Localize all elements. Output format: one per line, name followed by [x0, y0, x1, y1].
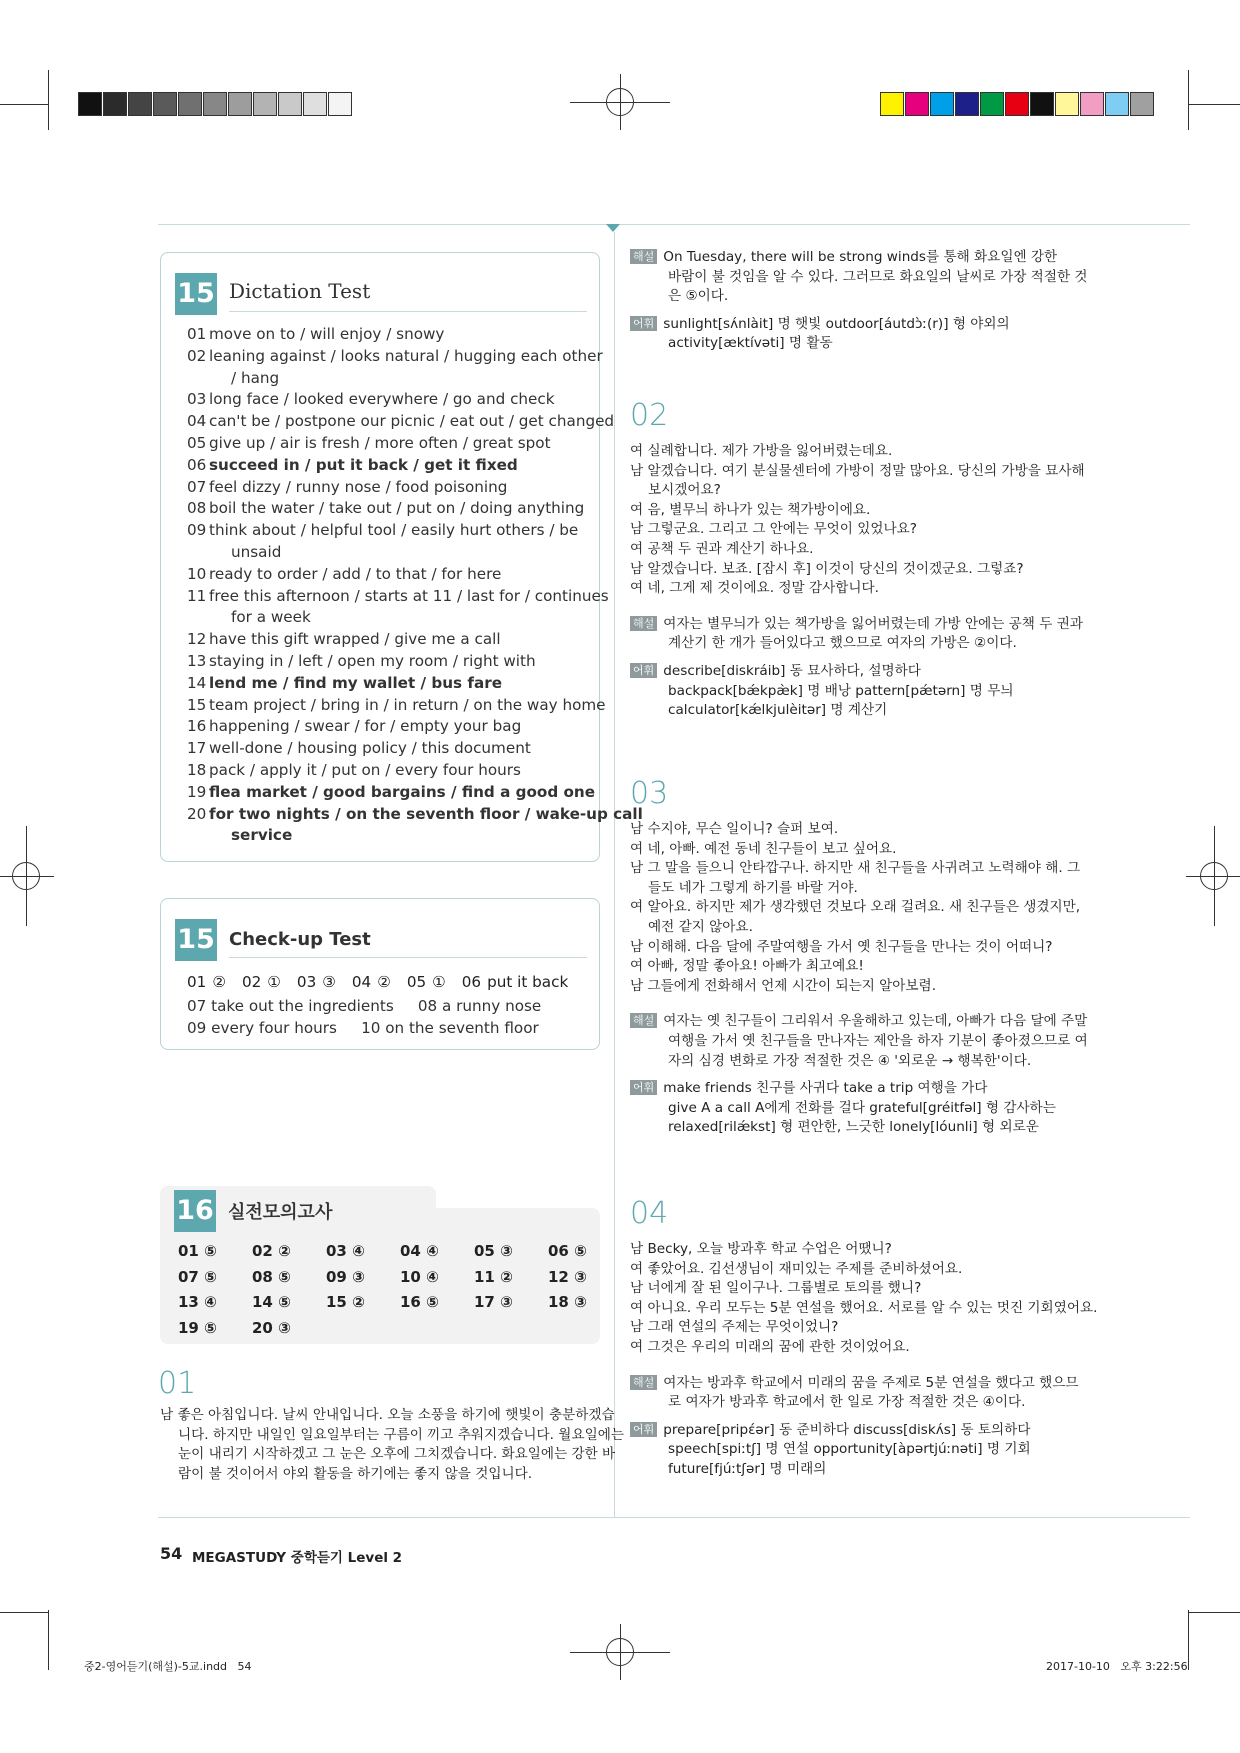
dictation-line	[187, 432, 551, 454]
script-line: 남 알겠습니다. 여기 분실물센터에 가방이 정말 많아요. 당신의 가방을 묘사해	[630, 462, 1085, 479]
color-swatch	[1055, 92, 1079, 116]
mock-answer: 10 ④	[400, 1267, 439, 1286]
mock-answer: 05 ③	[474, 1242, 513, 1260]
script-line: 남 그렇군요. 그리고 그 안에는 무엇이 있었나요?	[630, 521, 917, 538]
q03-vocab-line	[668, 1118, 1039, 1138]
q01-expl-text: On Tuesday, there will be strong winds를 통해 화요일엔 강한	[663, 249, 1058, 265]
checkup-answer-value: ②	[377, 973, 391, 991]
checkup-answer-value: ②	[212, 973, 226, 991]
script-line: 여 음, 별무늬 하나가 있는 책가방이에요.	[630, 501, 871, 518]
gray-swatch	[328, 92, 352, 116]
dictation-line-number: 06	[187, 455, 207, 474]
dictation-line-text: free this afternoon / starts at 11 / last for / continues	[209, 586, 609, 605]
dictation-line	[187, 388, 555, 410]
dictation-line	[187, 585, 609, 607]
dictation-line-number: 10	[187, 564, 207, 583]
mock-answer: 06 ⑤	[548, 1242, 587, 1260]
script-line: 남 수지야, 무슨 일이니? 슬퍼 보여.	[630, 821, 839, 837]
dictation-line	[187, 497, 584, 519]
q04-vocab-line	[630, 1421, 1030, 1441]
mock-answer: 02 ②	[252, 1242, 291, 1260]
dictation-line-number: 12	[187, 630, 207, 649]
dictation-line-text: succeed in / put it back / get it fixed	[209, 455, 518, 474]
mock-answer: 18 ③	[548, 1293, 587, 1311]
q02-expl-line	[668, 634, 1017, 654]
dictation-line-text: team project / bring in / in return / on the way home	[209, 695, 606, 714]
dictation-line	[187, 650, 536, 672]
q04-vocab-line	[668, 1440, 1031, 1460]
dictation-line-number: 19	[187, 782, 207, 801]
dictation-line-number: 04	[187, 412, 207, 431]
checkup-number-tab: 15	[175, 919, 217, 961]
q04-number: 04	[630, 1196, 669, 1231]
dictation-line-text: unsaid	[231, 543, 282, 561]
dictation-line	[187, 759, 521, 781]
dictation-line-number: 02	[187, 346, 207, 365]
dictation-line	[187, 519, 578, 541]
q04-expl-text: 여자는 방과후 학교에서 미래의 꿈을 주제로 5분 연설을 했다고 했으므	[663, 1374, 1079, 1391]
checkup-answer-number: 05	[406, 973, 427, 991]
script-line: 남 그래 연설의 주제는 무엇이었니?	[630, 1319, 839, 1336]
dictation-line	[187, 454, 518, 476]
color-swatch	[905, 92, 929, 116]
mock-answer: 15 ②	[326, 1293, 365, 1311]
dictation-line-text: think about / helpful tool / easily hurt others / be	[209, 521, 579, 540]
q04-expl-line	[668, 1393, 1025, 1413]
mock-answer: 16 ⑤	[400, 1293, 439, 1311]
dictation-line	[187, 628, 501, 650]
script-line: 람이 불 것이어서 야외 활동을 하기에는 좋지 않을 것입니다.	[178, 1465, 533, 1482]
mock-test-box	[160, 1186, 600, 1344]
q04-expl-tag: 해설	[630, 1375, 657, 1390]
q04-vocab-text: future[fjúːtʃər] 명 미래의	[668, 1461, 827, 1477]
script-line: 여 네, 그게 제 것이에요. 정말 감사합니다.	[630, 580, 879, 597]
dictation-line-text: for a week	[231, 608, 311, 627]
q03-vocab-tag: 어휘	[630, 1080, 657, 1095]
gray-swatch	[78, 92, 102, 116]
mock-answer: 09 ③	[326, 1267, 365, 1286]
q01-expl-text: 은 ⑤이다.	[668, 288, 729, 305]
dictation-line-number: 09	[187, 521, 207, 540]
mock-answer: 07 ⑤	[178, 1267, 217, 1286]
checkup-row-3: 09 every four hours 10 on the seventh floor	[187, 1019, 539, 1037]
checkup-row-2: 07 take out the ingredients 08 a runny nose	[187, 997, 542, 1015]
q03-expl-line	[668, 1032, 1088, 1052]
q03-expl-line	[668, 1052, 1031, 1072]
checkup-answer	[242, 973, 281, 991]
mock-answer: 01 ⑤	[178, 1242, 217, 1260]
dictation-line-text: lend me / find my wallet / bus fare	[209, 673, 502, 692]
script-line: 남 그들에게 전화해서 언제 시간이 되는지 알아보렴.	[630, 977, 937, 994]
dictation-line	[187, 345, 603, 367]
dictation-line-number: 14	[187, 673, 207, 692]
q03-expl-tag: 해설	[630, 1013, 657, 1028]
dictation-line	[187, 803, 643, 825]
q01-expl-text: 바람이 불 것임을 알 수 있다. 그러므로 화요일의 날씨로 가장 적절한 것	[668, 268, 1088, 285]
gray-swatch	[203, 92, 227, 116]
mock-answer: 17 ③	[474, 1293, 513, 1311]
mock-answer: 03 ④	[326, 1242, 365, 1260]
q03-vocab-line	[668, 1099, 1056, 1119]
q01-expl-line	[630, 248, 1057, 268]
color-swatch	[1005, 92, 1029, 116]
dictation-line-text: boil the water / take out / put on / doing anything	[209, 499, 585, 518]
mock-answer: 12 ③	[548, 1267, 587, 1286]
script-line: 여 좋았어요. 김선생님이 재미있는 주제를 준비하셨어요.	[630, 1260, 963, 1277]
script-line: 여 그것은 우리의 미래의 꿈에 관한 것이었어요.	[630, 1339, 910, 1355]
q01-expl-tag: 해설	[630, 249, 657, 264]
top-rule	[158, 224, 1190, 225]
q02-vocab-tag: 어휘	[630, 663, 657, 678]
dictation-line	[187, 737, 531, 759]
dictation-line	[187, 715, 521, 737]
dictation-line	[187, 541, 281, 563]
checkup-answer-number: 03	[296, 973, 317, 991]
checkup-answer-value: put it back	[487, 973, 569, 991]
q01-number: 01	[158, 1366, 197, 1401]
script-line: 남 너에게 잘 된 일이구나. 그룹별로 토의를 했니?	[630, 1280, 922, 1297]
script-line: 여 아빠, 정말 좋아요! 아빠가 최고예요!	[630, 958, 864, 975]
mock-answer: 08 ⑤	[252, 1267, 291, 1286]
mock-answer: 19 ⑤	[178, 1318, 217, 1337]
dictation-line-number: 13	[187, 652, 207, 670]
dictation-number-tab: 15	[175, 273, 217, 315]
color-swatch	[1105, 92, 1129, 116]
script-line: 남 이해해. 다음 달에 주말여행을 가서 옛 친구들을 만나는 것이 어떠니?	[630, 938, 1053, 955]
dictation-title: Dictation Test	[229, 279, 371, 303]
q02-expl-tag: 해설	[630, 616, 657, 631]
book-title: MEGASTUDY 중학듣기 Level 2	[192, 1550, 403, 1566]
dictation-line-number: 03	[187, 390, 207, 409]
gray-swatch	[153, 92, 177, 116]
q03-vocab-text: relaxed[rilǽkst] 형 편안한, 느긋한 lonely[lóunli] 형 외로운	[668, 1119, 1039, 1136]
dictation-line	[187, 476, 507, 498]
dictation-line	[187, 672, 502, 694]
dictation-line	[187, 323, 444, 345]
q03-expl-line	[630, 1012, 1087, 1032]
color-swatch	[1080, 92, 1104, 116]
checkup-answer-value: ③	[322, 973, 336, 991]
dictation-line-text: happening / swear / for / empty your bag	[209, 717, 522, 736]
q03-number: 03	[630, 776, 669, 811]
q02-number: 02	[630, 398, 669, 433]
dictation-line-number: 05	[187, 434, 207, 452]
script-line: 남 알겠습니다. 보죠. [잠시 후] 이것이 당신의 것이겠군요. 그렇죠?	[630, 560, 1024, 577]
dictation-line	[187, 410, 614, 432]
script-line: 여 아니요. 우리 모두는 5분 연설을 했어요. 서로를 알 수 있는 멋진 기회였어요.	[630, 1299, 1098, 1316]
dictation-line-text: leaning against / looks natural / hugging each other	[209, 346, 603, 365]
q03-vocab-text: give A a call A에게 전화를 걸다 grateful[gréitfəl] 형 감사하는	[668, 1099, 1056, 1116]
dictation-line-number: 08	[187, 499, 207, 518]
q03-vocab-line	[630, 1079, 988, 1099]
dictation-line-text: for two nights / on the seventh floor / wake-up call	[209, 804, 643, 823]
mock-answer: 14 ⑤	[252, 1293, 291, 1311]
dictation-test-box	[160, 252, 643, 862]
dictation-line-number: 17	[187, 739, 207, 758]
q04-vocab-line	[668, 1460, 826, 1480]
q03-expl-text: 여행을 가서 옛 친구들을 만나자는 제안을 하자 기분이 좋아졌으므로 여	[668, 1033, 1088, 1049]
q01-expl-line	[668, 268, 1088, 288]
q03-expl-text: 여자는 옛 친구들이 그리워서 우울해하고 있는데, 아빠가 다음 달에 주말	[663, 1013, 1088, 1030]
mock-answer: 04 ④	[400, 1242, 439, 1260]
file-name: 중2-영어듣기(해설)-5교.indd 54	[84, 1660, 252, 1673]
gray-swatch	[278, 92, 302, 116]
mock-number-tab: 16	[174, 1190, 216, 1232]
q01-vocab-text: activity[æktívəti] 명 활동	[668, 335, 833, 352]
q02-vocab-text: calculator[kǽlkjulèitər] 명 계산기	[668, 702, 888, 719]
dictation-line-text: give up / air is fresh / more often / great spot	[209, 434, 551, 452]
color-swatch	[980, 92, 1004, 116]
q02-vocab-line	[630, 662, 921, 682]
dictation-line-text: have this gift wrapped / give me a call	[209, 630, 501, 649]
checkup-answer	[187, 973, 226, 991]
mock-answer: 13 ④	[178, 1293, 217, 1311]
gray-swatch	[303, 92, 327, 116]
color-swatch	[1030, 92, 1054, 116]
dictation-line-text: well-done / housing policy / this document	[209, 739, 531, 758]
script-line: 여 공책 두 권과 계산기 하나요.	[630, 541, 814, 557]
q02-vocab-line	[668, 682, 1014, 702]
q01-expl-line	[668, 287, 728, 307]
q03-expl-text: 자의 심경 변화로 가장 적절한 것은 ④ '외로운 → 행복한'이다.	[668, 1052, 1032, 1069]
q04-vocab-text: speech[spiːtʃ] 명 연설 opportunity[àpərtjúːnəti] 명 기회	[668, 1441, 1031, 1458]
q01-vocab-tag: 어휘	[630, 316, 657, 331]
dictation-line-number: 16	[187, 717, 207, 736]
print-date: 2017-10-10 오후 3:22:56	[1046, 1660, 1188, 1673]
gray-swatch	[128, 92, 152, 116]
color-swatch	[880, 92, 904, 116]
bottom-rule	[158, 1517, 1190, 1518]
q04-expl-line	[630, 1374, 1079, 1394]
q02-vocab-text: describe[diskráib] 동 묘사하다, 설명하다	[663, 663, 921, 679]
dictation-line-number: 20	[187, 804, 207, 823]
dictation-line-number: 07	[187, 477, 207, 496]
dictation-line-text: ready to order / add / to that / for here	[209, 564, 502, 583]
dictation-line-text: staying in / left / open my room / right with	[209, 652, 536, 670]
checkup-answer-value: ①	[432, 973, 446, 991]
gray-swatch	[178, 92, 202, 116]
q01-vocab-line	[668, 334, 833, 354]
q04-vocab-tag: 어휘	[630, 1422, 657, 1437]
mock-title: 실전모의고사	[228, 1202, 333, 1223]
dictation-line	[187, 367, 279, 389]
gray-swatch	[228, 92, 252, 116]
dictation-line-text: move on to / will enjoy / snowy	[209, 325, 445, 343]
q01-vocab-text: sunlight[sʌ́nlàit] 명 햇빛 outdoor[áutdɔ̀ː(r)] 형 야외의	[663, 315, 1010, 332]
dictation-line-text: can't be / postpone our picnic / eat out / get changed	[209, 412, 615, 431]
q02-expl-line	[630, 615, 1083, 635]
dictation-line-number: 15	[187, 695, 207, 714]
dictation-line	[187, 563, 501, 585]
q04-vocab-text: prepare[pripέər] 동 준비하다 discuss[diskʌ́s] 동 토의하다	[663, 1421, 1031, 1438]
script-line: 들도 네가 그렇게 하기를 바랄 거야.	[648, 879, 858, 896]
q02-vocab-text: backpack[bǽkpæ̀k] 명 배낭 pattern[pǽtərn] 명 무늬	[668, 682, 1014, 699]
column-divider	[614, 232, 615, 1517]
dictation-line-text: long face / looked everywhere / go and check	[209, 390, 555, 409]
checkup-answer	[352, 973, 391, 991]
checkup-title: Check-up Test	[229, 929, 371, 950]
gray-swatch	[103, 92, 127, 116]
checkup-answer	[407, 973, 446, 991]
checkup-row-1	[187, 973, 584, 991]
dictation-line	[187, 694, 606, 716]
dictation-line-text: flea market / good bargains / find a good one	[209, 782, 596, 801]
checkup-answer-value: ①	[267, 973, 281, 991]
script-line: 보시겠어요?	[648, 482, 721, 499]
q02-vocab-line	[668, 701, 887, 721]
dictation-line	[187, 606, 311, 628]
q02-expl-text: 여자는 별무늬가 있는 책가방을 잃어버렸는데 가방 안에는 공책 두 권과	[663, 615, 1083, 632]
q02-expl-text: 계산기 한 개가 들어있다고 했으므로 여자의 가방은 ②이다.	[668, 635, 1017, 652]
top-triangle	[606, 224, 620, 232]
dictation-line-number: 11	[187, 586, 207, 605]
color-swatch	[930, 92, 954, 116]
checkup-answer-number: 04	[351, 973, 372, 991]
dictation-line	[187, 781, 595, 803]
dictation-line-number: 01	[187, 325, 207, 343]
script-line: 남 Becky, 오늘 방과후 학교 수업은 어땠니?	[630, 1241, 892, 1257]
dictation-line-text: / hang	[231, 368, 280, 387]
script-line: 남 좋은 아침입니다. 날씨 안내입니다. 오늘 소풍을 하기에 햇빛이 충분하겠습	[160, 1407, 615, 1423]
script-line: 여 알아요. 하지만 제가 생각했던 것보다 오래 걸려요. 새 친구들은 생겼지만,	[630, 899, 1081, 916]
dictation-line-text: pack / apply it / put on / every four hours	[209, 761, 521, 779]
page-number: 54	[160, 1544, 183, 1563]
script-line: 여 네, 아빠. 예전 동네 친구들이 보고 싶어요.	[630, 840, 897, 857]
q01-vocab-line	[630, 315, 1010, 335]
dictation-line	[187, 824, 292, 846]
checkup-test-box	[160, 898, 600, 1050]
script-line: 니다. 하지만 내일인 일요일부터는 구름이 끼고 추워지겠습니다. 월요일에는	[178, 1426, 624, 1443]
q03-vocab-text: make friends 친구를 사귀다 take a trip 여행을 가다	[663, 1080, 988, 1097]
script-line: 예전 같지 않아요.	[648, 919, 753, 935]
script-line: 눈이 내리기 시작하겠고 그 눈은 오후에 그치겠습니다. 화요일에는 강한 바	[178, 1446, 616, 1463]
color-swatch	[955, 92, 979, 116]
mock-answer: 11 ②	[474, 1267, 513, 1286]
checkup-answer	[297, 973, 336, 991]
q04-expl-text: 로 여자가 방과후 학교에서 한 일로 가장 적절한 것은 ④이다.	[668, 1394, 1026, 1411]
color-swatch	[1130, 92, 1154, 116]
gray-swatch	[253, 92, 277, 116]
dictation-line-number: 18	[187, 761, 207, 779]
checkup-answer-number: 02	[241, 973, 262, 991]
checkup-answer-number: 06	[461, 973, 482, 991]
script-line: 여 실례합니다. 제가 가방을 잃어버렸는데요.	[630, 443, 893, 459]
script-line: 남 그 말을 들으니 안타깝구나. 하지만 새 친구들을 사귀려고 노력해야 해. 그	[630, 860, 1081, 877]
mock-answer: 20 ③	[252, 1318, 291, 1337]
checkup-answer	[462, 973, 568, 991]
checkup-answer-number: 01	[187, 973, 207, 991]
dictation-line-text: service	[231, 826, 293, 845]
dictation-line-text: feel dizzy / runny nose / food poisoning	[209, 477, 508, 496]
